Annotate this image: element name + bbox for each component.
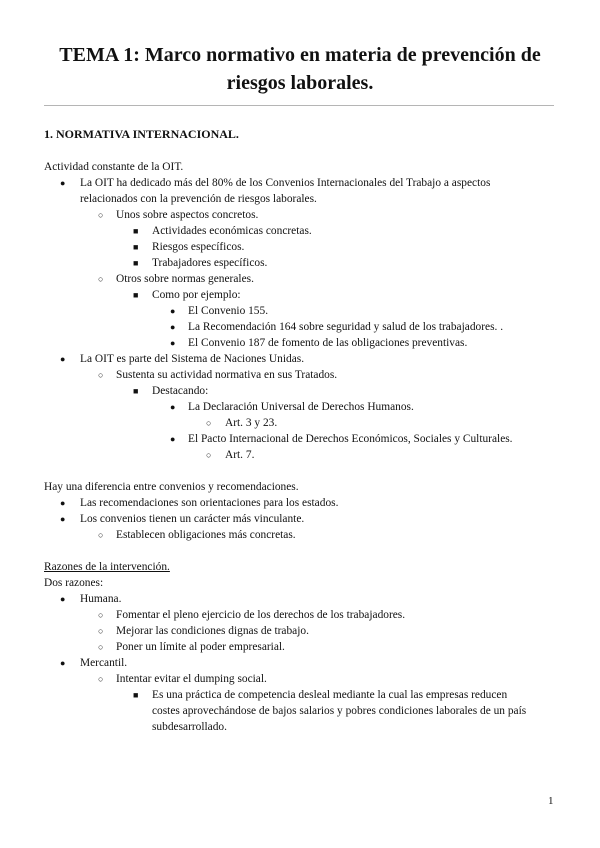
list-item: Es una práctica de competencia desleal mediante la cual las empresas reducen bbox=[152, 689, 508, 701]
bullet-square-icon: ■ bbox=[133, 290, 139, 300]
list-item: Sustenta su actividad normativa en sus Tratados. bbox=[116, 369, 338, 381]
list-item: Poner un límite al poder empresarial. bbox=[116, 641, 285, 653]
list-item: Mercantil. bbox=[80, 657, 128, 669]
bullet-disc-icon: ● bbox=[170, 402, 176, 412]
list-item: Fomentar el pleno ejercicio de los derechos de los trabajadores. bbox=[116, 609, 406, 621]
paragraph: Actividad constante de la OIT. bbox=[44, 161, 184, 173]
list-item: El Pacto Internacional de Derechos Económicos, Sociales y Culturales. bbox=[188, 433, 513, 445]
bullet-square-icon: ■ bbox=[133, 242, 139, 252]
page-title: TEMA 1: Marco normativo en materia de prevención de riesgos laborales. bbox=[59, 44, 541, 94]
list-item: Establecen obligaciones más concretas. bbox=[116, 529, 296, 541]
bullet-disc-icon: ● bbox=[170, 434, 176, 444]
list-item-continuation: costes aprovechándose de bajos salarios y pobres condiciones laborales de un país bbox=[152, 705, 527, 717]
list-item: Trabajadores específicos. bbox=[152, 257, 268, 269]
list-item: La OIT ha dedicado más del 80% de los Convenios Internacionales del Trabajo a aspectos bbox=[80, 177, 491, 189]
bullet-disc-icon: ● bbox=[60, 514, 66, 524]
list-item-continuation: relacionados con la prevención de riesgos laborales. bbox=[80, 193, 317, 205]
list-item: Mejorar las condiciones dignas de trabajo. bbox=[116, 625, 309, 637]
list-item: Actividades económicas concretas. bbox=[152, 225, 312, 237]
title-divider bbox=[44, 105, 554, 106]
list-item: Las recomendaciones son orientaciones para los estados. bbox=[80, 497, 339, 509]
bullet-disc-icon: ● bbox=[60, 498, 66, 508]
list-item: El Convenio 187 de fomento de las obligaciones preventivas. bbox=[188, 337, 468, 349]
bullet-square-icon: ■ bbox=[133, 386, 139, 396]
list-item: Art. 7. bbox=[225, 449, 255, 461]
bullet-circle-icon: ○ bbox=[98, 642, 104, 652]
list-item: Riesgos específicos. bbox=[152, 241, 245, 253]
list-item: El Convenio 155. bbox=[188, 305, 269, 317]
bullet-circle-icon: ○ bbox=[98, 626, 104, 636]
bullet-circle-icon: ○ bbox=[98, 530, 104, 540]
bullet-circle-icon: ○ bbox=[98, 610, 104, 620]
bullet-circle-icon: ○ bbox=[206, 450, 212, 460]
bullet-circle-icon: ○ bbox=[98, 674, 104, 684]
paragraph: Dos razones: bbox=[44, 577, 104, 589]
page-number: 1 bbox=[548, 795, 554, 807]
bullet-disc-icon: ● bbox=[60, 658, 66, 668]
section-heading: 1. NORMATIVA INTERNACIONAL. bbox=[44, 127, 239, 141]
bullet-circle-icon: ○ bbox=[98, 274, 104, 284]
bullet-square-icon: ■ bbox=[133, 690, 139, 700]
bullet-disc-icon: ● bbox=[60, 594, 66, 604]
bullet-disc-icon: ● bbox=[60, 178, 66, 188]
list-item-continuation: subdesarrollado. bbox=[152, 721, 227, 733]
bullet-square-icon: ■ bbox=[133, 258, 139, 268]
list-item: Unos sobre aspectos concretos. bbox=[116, 209, 259, 221]
list-item: Otros sobre normas generales. bbox=[116, 273, 254, 285]
bullet-disc-icon: ● bbox=[170, 306, 176, 316]
list-item: La OIT es parte del Sistema de Naciones Unidas. bbox=[80, 353, 305, 365]
list-item: Intentar evitar el dumping social. bbox=[116, 673, 267, 685]
bullet-disc-icon: ● bbox=[170, 338, 176, 348]
bullet-square-icon: ■ bbox=[133, 226, 139, 236]
bullet-circle-icon: ○ bbox=[98, 210, 104, 220]
list-item: Humana. bbox=[80, 593, 122, 605]
list-item: La Recomendación 164 sobre seguridad y salud de los trabajadores. . bbox=[188, 321, 504, 333]
subheading: Razones de la intervención. bbox=[44, 561, 170, 573]
bullet-disc-icon: ● bbox=[170, 322, 176, 332]
paragraph: Hay una diferencia entre convenios y recomendaciones. bbox=[44, 481, 299, 493]
bullet-disc-icon: ● bbox=[60, 354, 66, 364]
bullet-circle-icon: ○ bbox=[206, 418, 212, 428]
list-item: La Declaración Universal de Derechos Humanos. bbox=[188, 401, 414, 413]
list-item: Los convenios tienen un carácter más vinculante. bbox=[80, 513, 305, 525]
bullet-circle-icon: ○ bbox=[98, 370, 104, 380]
list-item: Destacando: bbox=[152, 385, 209, 397]
list-item: Como por ejemplo: bbox=[152, 289, 241, 301]
list-item: Art. 3 y 23. bbox=[225, 417, 278, 429]
